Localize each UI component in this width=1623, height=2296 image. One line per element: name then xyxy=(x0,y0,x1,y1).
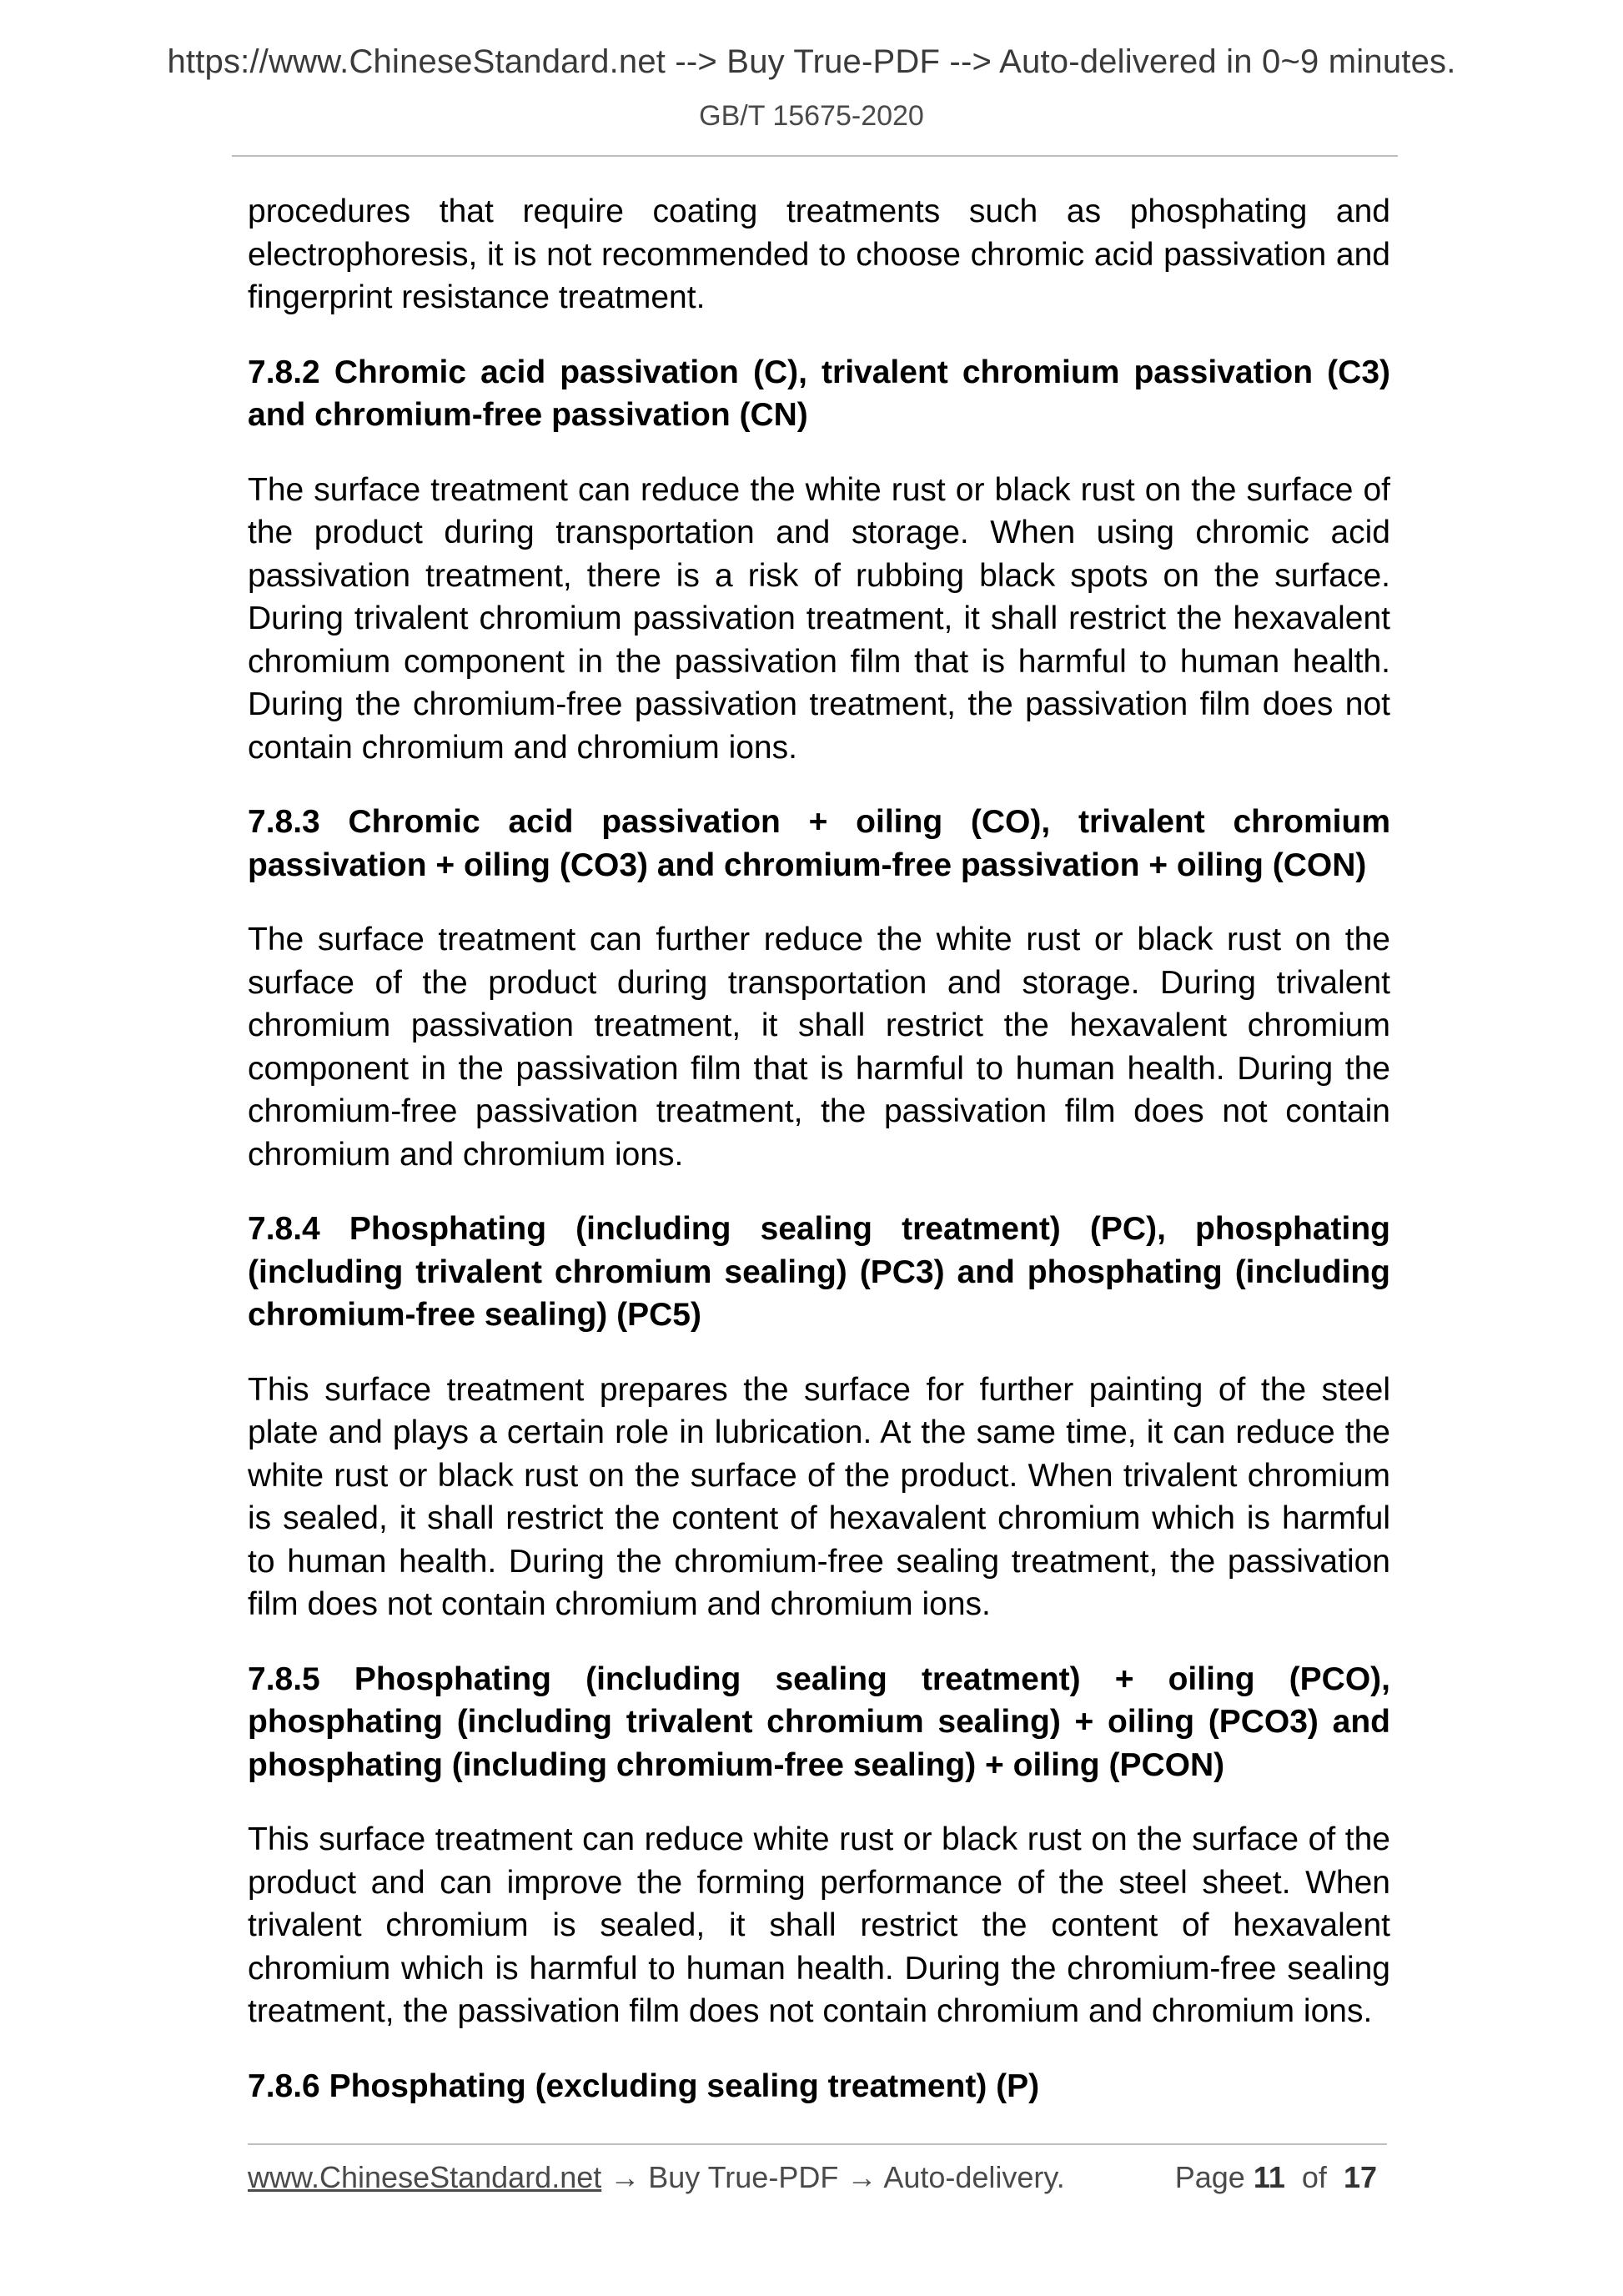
section-heading-7-8-6: 7.8.6 Phosphating (excluding sealing treatment) (P) xyxy=(248,2067,1040,2104)
section-heading-7-8-2: 7.8.2 Chromic acid passivation (C), trivalent chromium passivation (C3) and chromium-free passivation (CN) xyxy=(248,354,1390,433)
page-total: 17 xyxy=(1343,2160,1377,2194)
footer-site-link[interactable]: www.ChineseStandard.net xyxy=(248,2160,602,2194)
footer-divider xyxy=(248,2143,1387,2145)
page-number: 11 xyxy=(1253,2160,1285,2194)
document-body xyxy=(248,190,1390,2139)
standard-code: GB/T 15675-2020 xyxy=(699,100,924,132)
section-heading-7-8-4: 7.8.4 Phosphating (including sealing treatment) (PC), phosphating (including trivalent chromium sealing) (PC3) and phosphating (including chromium-free sealing) (PC5) xyxy=(248,1211,1390,1333)
section-heading-7-8-5: 7.8.5 Phosphating (including sealing treatment) + oiling (PCO), phosphating (including trivalent chromium sealing) + oiling (PCO3) and phosphating (including chromium-free sealing) + oiling (PCON) xyxy=(248,1660,1390,1783)
top-banner[interactable]: https://www.ChineseStandard.net --> Buy True-PDF --> Auto-delivered in 0~9 minutes. xyxy=(167,43,1456,80)
intro-paragraph: procedures that require coating treatments such as phosphating and electrophoresis, it is not recommended to choose chromic acid passivation and fingerprint resistance treatment. xyxy=(248,193,1390,315)
footer-tagline: → Buy True-PDF → Auto-delivery. xyxy=(601,2160,1065,2194)
section-text-7-8-5: This surface treatment can reduce white rust or black rust on the surface of the product and can improve the forming performance of the steel sheet. When trivalent chromium is sealed, it shall restrict the content of hexavalent chromium which is harmful to human health. During the chromium-free sealing treatment, the passivation film does not contain chromium and chromium ions. xyxy=(248,1821,1390,2029)
section-text-7-8-3: The surface treatment can further reduce the white rust or black rust on the surface of the product during transportation and storage. During trivalent chromium passivation treatment, it shall restrict the hexavalent chromium component in the passivation film that is harmful to human health. During the chromium-free passivation treatment, the passivation film does not contain chromium and chromium ions. xyxy=(248,922,1390,1173)
page-indicator xyxy=(1175,2160,1377,2195)
header-divider xyxy=(232,155,1398,157)
page-footer xyxy=(248,2160,1387,2195)
page-of-label: of xyxy=(1301,2160,1327,2194)
section-text-7-8-2: The surface treatment can reduce the white rust or black rust on the surface of the product during transportation and storage. When using chromic acid passivation treatment, there is a risk of rubbing black spots on the surface. During trivalent chromium passivation treatment, it shall restrict the hexavalent chromium component in the passivation film that is harmful to human health. During the chromium-free passivation treatment, the passivation film does not contain chromium and chromium ions. xyxy=(248,471,1390,766)
section-heading-7-8-3: 7.8.3 Chromic acid passivation + oiling (CO), trivalent chromium passivation + oiling (CO3) and chromium-free passivation + oiling (CON) xyxy=(248,804,1390,883)
section-text-7-8-4: This surface treatment prepares the surface for further painting of the steel plate and plays a certain role in lubrication. At the same time, it can reduce the white rust or black rust on the surface of the product. When trivalent chromium is sealed, it shall restrict the content of hexavalent chromium which is harmful to human health. During the chromium-free sealing treatment, the passivation film does not contain chromium and chromium ions. xyxy=(248,1371,1390,1622)
page-label: Page xyxy=(1174,2160,1245,2194)
